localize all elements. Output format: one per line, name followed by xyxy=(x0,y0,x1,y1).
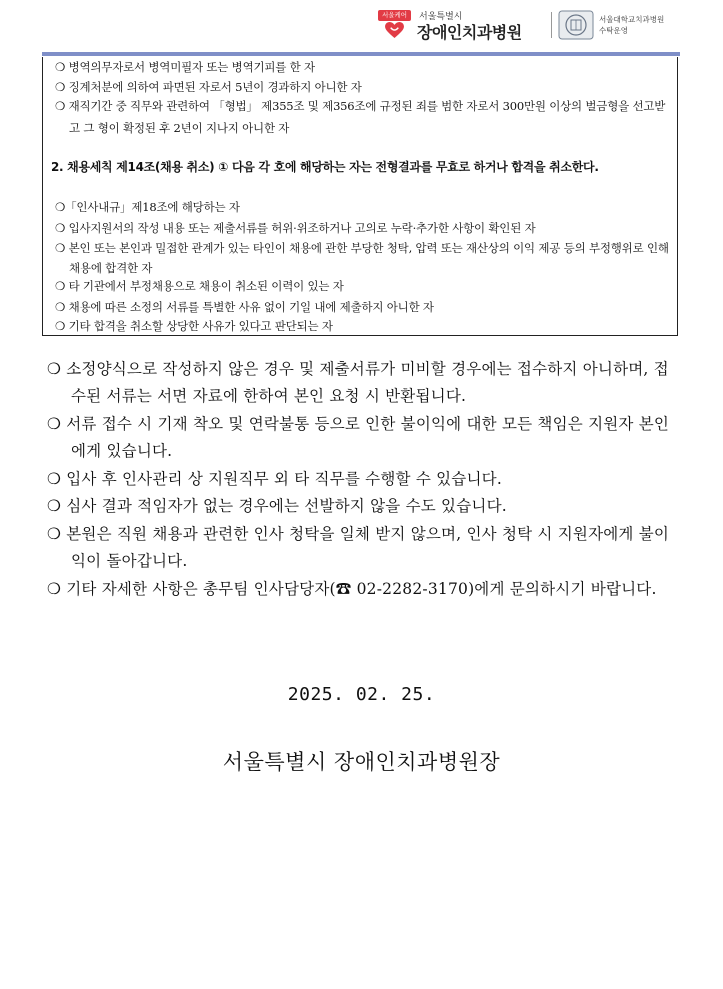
university-seal-icon xyxy=(558,10,594,40)
disqualification-box xyxy=(42,57,678,336)
box-item: ❍ 기타 합격을 취소할 상당한 사유가 있다고 판단되는 자 xyxy=(55,319,333,333)
issuer-signature: 서울특별시 장애인치과병원장 xyxy=(222,750,501,774)
university-operation-label: 수탁운영 xyxy=(599,26,628,35)
box-item: ❍ 채용에 따른 소정의 서류를 특별한 사유 없이 기일 내에 제출하지 아니한 자 xyxy=(55,300,434,314)
notice-item: ❍ 기타 자세한 사항은 총무팀 인사담당자(☎ 02-2282-3170)에게 문의하시기 바랍니다. xyxy=(47,580,657,598)
page-header xyxy=(0,0,723,52)
box-item: ❍「인사내규」제18조에 해당하는 자 xyxy=(55,200,240,214)
header-rule xyxy=(42,52,680,56)
university-name: 서울대학교치과병원 xyxy=(599,15,665,24)
box-item: ❍ 본인 또는 본인과 밀접한 관계가 있는 타인이 채용에 관한 부당한 청탁, 압력 또는 재산상의 이익 제공 등의 부정행위로 인해 채용에 합격한 자 xyxy=(55,241,669,275)
notice-item: ❍ 심사 결과 적임자가 없는 경우에는 선발하지 않을 수도 있습니다. xyxy=(47,497,507,515)
box-item: ❍ 입사지원서의 작성 내용 또는 제출서류를 허위·위조하거나 고의로 누락·추가한 사항이 확인된 자 xyxy=(55,221,536,235)
seoul-care-logo xyxy=(378,10,411,40)
header-divider xyxy=(551,12,552,38)
notice-item: ❍ 본원은 직원 채용과 관련한 인사 청탁을 일체 받지 않으며, 인사 청탁 시 지원자에게 불이익이 돌아갑니다. xyxy=(47,525,670,570)
notice-item: ❍ 소정양식으로 작성하지 않은 경우 및 제출서류가 미비할 경우에는 접수하지 아니하며, 접수된 서류는 서면 자료에 한하여 본인 요청 시 반환됩니다. xyxy=(47,360,669,405)
box-item: ❍ 재직기간 중 직무와 관련하여 「형법」 제355조 및 제356조에 규정된 죄를 범한 자로서 300만원 이상의 벌금형을 선고받고 그 형이 확정된 후 2년이 지나지 아니한 자 xyxy=(55,99,666,135)
notice-item: ❍ 입사 후 인사관리 상 지원직무 외 타 직무를 수행할 수 있습니다. xyxy=(47,470,502,488)
notice-item: ❍ 서류 접수 시 기재 착오 및 연락불통 등으로 인한 불이익에 대한 모든 책임은 지원자 본인에게 있습니다. xyxy=(47,415,670,460)
box-item: ❍ 징계처분에 의하여 파면된 자로서 5년이 경과하지 아니한 자 xyxy=(55,80,362,94)
box-item: ❍ 타 기관에서 부정채용으로 채용이 취소된 이력이 있는 자 xyxy=(55,279,344,293)
hospital-name: 장애인치과병원 xyxy=(417,23,522,42)
heart-icon xyxy=(385,22,404,39)
box-item: ❍ 병역의무자로서 병역미필자 또는 병역기피를 한 자 xyxy=(55,60,315,74)
hospital-city-label: 서울특별시 xyxy=(419,12,463,22)
notice-date: 2025. 02. 25. xyxy=(287,684,436,705)
seoul-care-badge: 서울케어 xyxy=(378,10,411,21)
cancellation-heading: 2. 채용세칙 제14조(채용 취소) ① 다음 각 호에 해당하는 자는 전형결과를 무효로 하거나 합격을 취소한다. xyxy=(51,160,599,174)
